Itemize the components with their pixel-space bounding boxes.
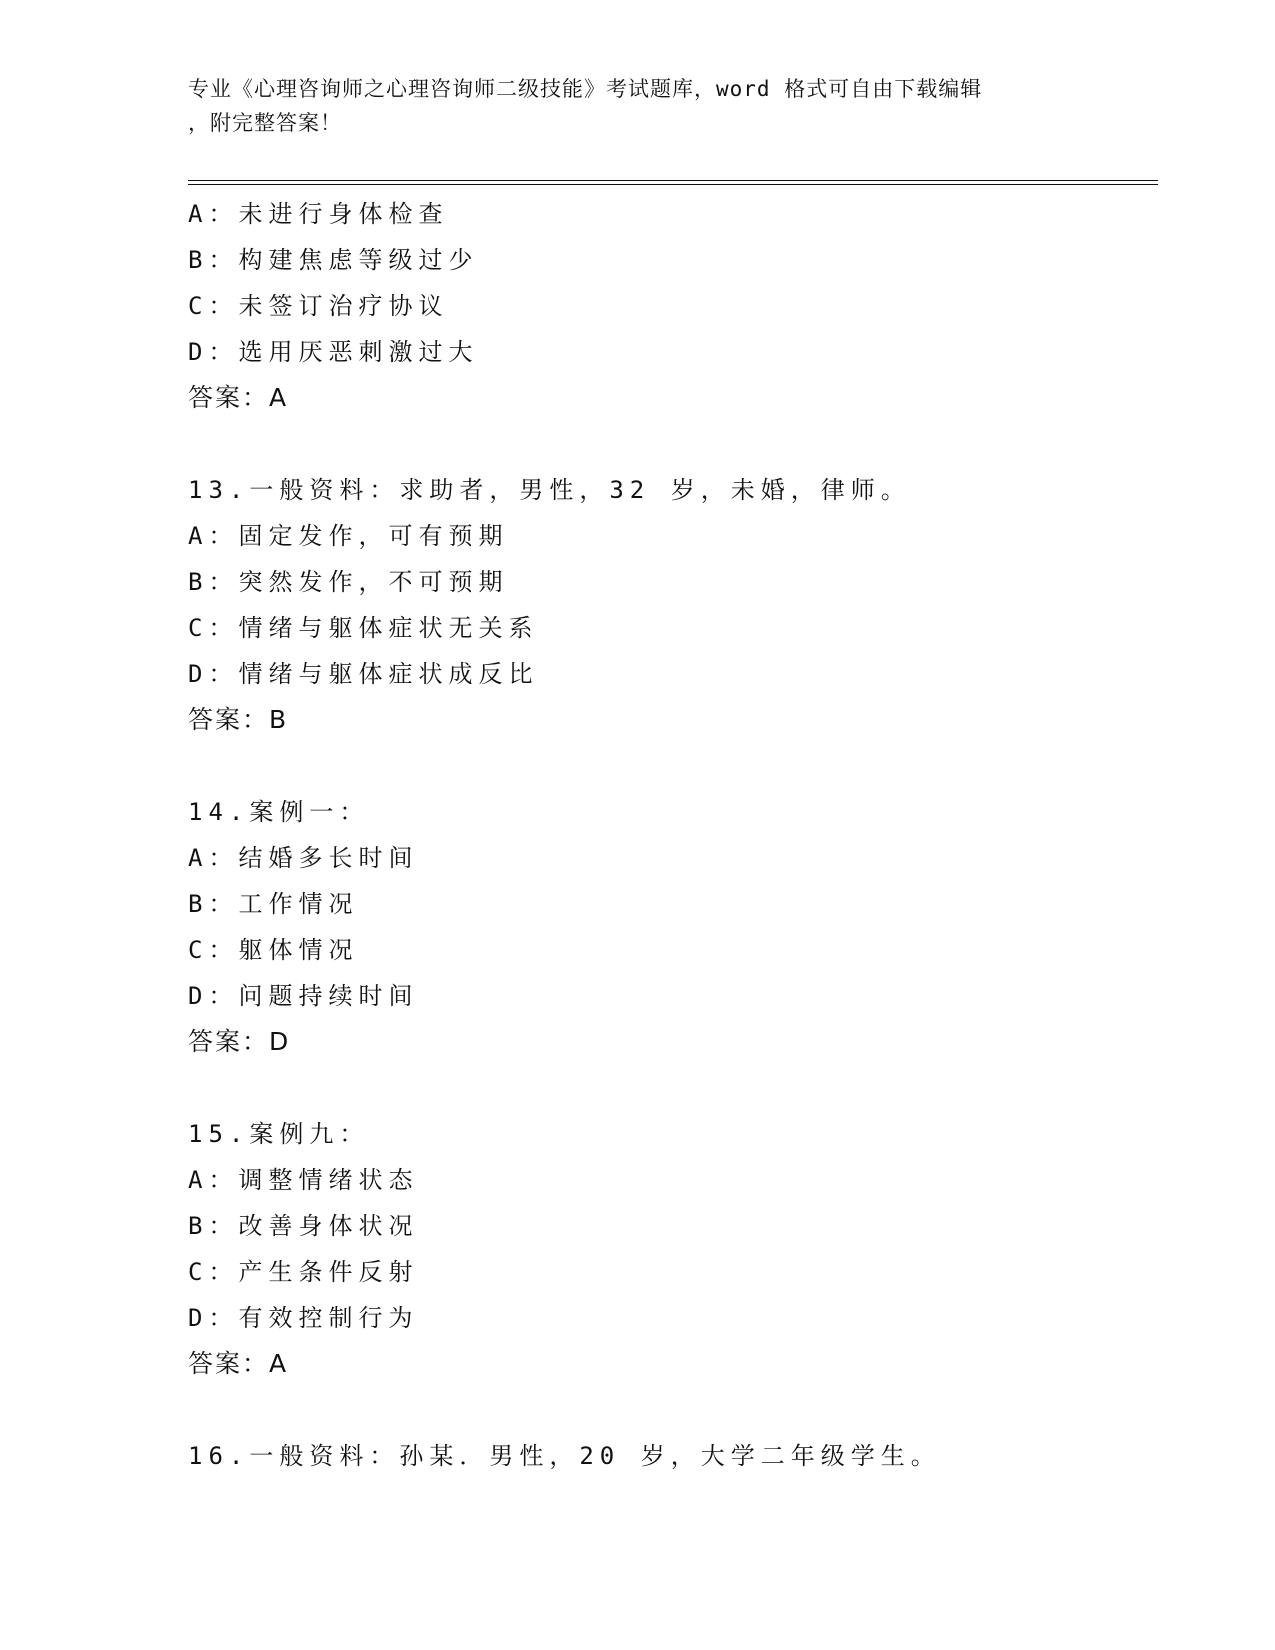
question-stem: 15.案例九： [188, 1120, 370, 1148]
option-b: B：构建焦虑等级过少 [188, 246, 479, 274]
header-line-2: ，附完整答案！ [188, 111, 342, 135]
option-a: A：结婚多长时间 [188, 844, 419, 872]
option-a: A：未进行身体检查 [188, 200, 449, 228]
spacer [188, 421, 1158, 467]
option-b: B：突然发作，不可预期 [188, 568, 509, 596]
option-c: C：产生条件反射 [188, 1258, 419, 1286]
option-c: C：躯体情况 [188, 936, 359, 964]
option-d: D：有效控制行为 [188, 1304, 419, 1332]
answer-line: 答案：A [188, 1349, 289, 1378]
option-c: C：情绪与躯体症状无关系 [188, 614, 539, 642]
spacer [188, 1387, 1158, 1433]
answer-line: 答案：B [188, 705, 289, 734]
question-list [188, 191, 1158, 1479]
option-c: C：未签订治疗协议 [188, 292, 449, 320]
option-a: A：固定发作，可有预期 [188, 522, 509, 550]
question-stem: 13.一般资料：求助者，男性，32 岁，未婚，律师。 [188, 476, 911, 504]
question-stem: 16.一般资料：孙某．男性，20 岁，大学二年级学生。 [188, 1442, 941, 1470]
spacer [188, 743, 1158, 789]
option-b: B：工作情况 [188, 890, 359, 918]
header-line-1: 专业《心理咨询师之心理咨询师二级技能》考试题库，word 格式可自由下载编辑 [188, 77, 983, 101]
option-b: B：改善身体状况 [188, 1212, 419, 1240]
option-d: D：情绪与躯体症状成反比 [188, 660, 539, 688]
question-stem: 14.案例一： [188, 798, 370, 826]
option-d: D：问题持续时间 [188, 982, 419, 1010]
answer-line: 答案：A [188, 383, 289, 412]
spacer [188, 1065, 1158, 1111]
answer-line: 答案：D [188, 1027, 291, 1056]
header-divider [188, 180, 1158, 185]
document-header [188, 72, 1068, 140]
option-a: A：调整情绪状态 [188, 1166, 419, 1194]
option-d: D：选用厌恶刺激过大 [188, 338, 479, 366]
